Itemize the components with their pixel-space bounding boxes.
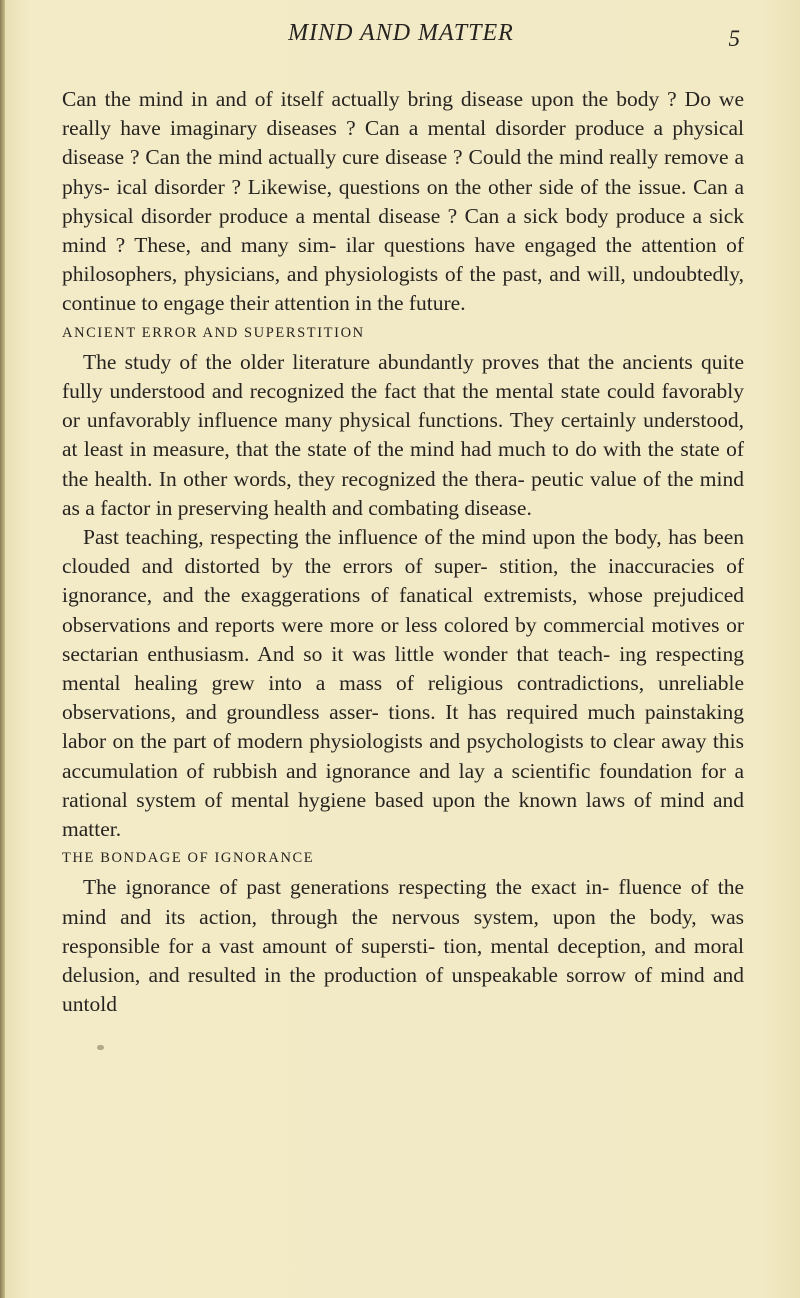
section-heading: THE BONDAGE OF IGNORANCE [62, 850, 315, 867]
page-binding-edge [0, 0, 5, 1298]
page-number: 5 [728, 26, 740, 51]
page-header [62, 20, 740, 54]
paragraph: Past teaching, respecting the influence of the mind upon the body, has been clouded and distorted by the errors of super- stition, the inaccuracies of ignorance, and the exaggerations of fanatical extremists, whose prejudiced observations and reports were more or less colored by commercial motives or sectarian enthusiasm. And so it was little wonder that teach- ing respecting mental healing grew into a mass of religious contradictions, unreliable observations, and groundless asser- tions. It has required much painstaking labor on the part of modern physiologists and psychologists to clear away this accumulation of rubbish and ignorance and lay a scientific foundation for a rational system of mental hygiene based upon the known laws of mind and matter. [62, 525, 744, 842]
running-head: MIND AND MATTER [288, 20, 514, 46]
paragraph: The study of the older literature abundantly proves that the ancients quite fully understood and recognized the fact that the mental state could favorably or unfavorably influence many physical functions. They certainly understood, at least in measure, that the state of the mind had much to do with the state of the health. In other words, they recognized the thera- peutic value of the mind as a factor in preserving health and combating disease. [62, 349, 744, 520]
paragraph: The ignorance of past generations respecting the exact in- fluence of the mind and its action, through the nervous system, upon the body, was responsible for a vast amount of supersti- tion, mental deception, and moral delusion, and resulted in the production of unspeakable sorrow of mind and untold [62, 875, 744, 1017]
paper-speck [97, 1045, 104, 1050]
section-heading: ANCIENT ERROR AND SUPERSTITION [62, 324, 365, 341]
paragraph: Can the mind in and of itself actually bring disease upon the body ? Do we really have imaginary diseases ? Can a mental disorder produce a physical disease ? Can the mind actually cure disease ? Could the mind really remove a phys- ical disorder ? Likewise, questions on the other side of the issue. Can a physical disorder produce a mental disease ? Can a sick body produce a sick mind ? These, and many sim- ilar questions have engaged the attention of philosophers, physicians, and physiologists of the past, and will, undoubtedly, continue to engage their attention in the future. [62, 87, 744, 316]
page-body [62, 85, 744, 1020]
